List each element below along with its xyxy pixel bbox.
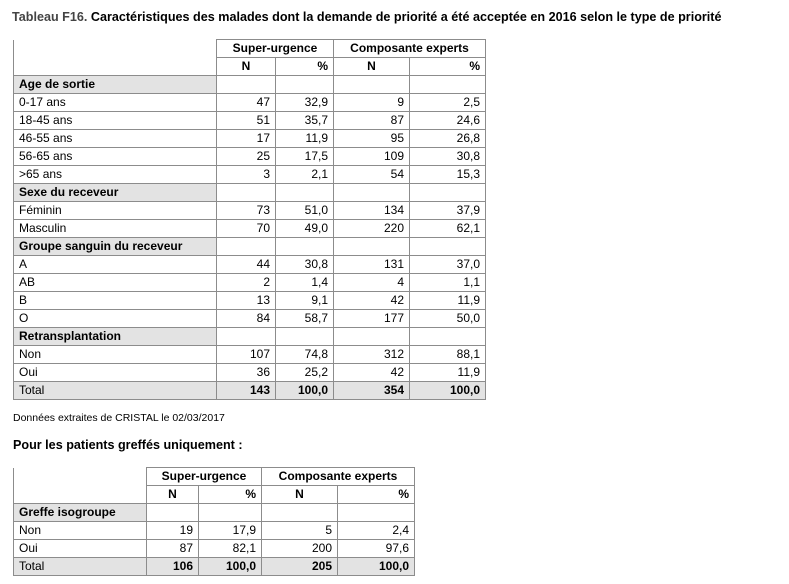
row-label: Féminin [14,202,217,220]
empty-cell-ce-n [334,238,410,256]
cell-su-n: 44 [217,256,276,274]
cell-su-n: 73 [217,202,276,220]
cell-ce-pct: 37,0 [410,256,486,274]
empty-cell-su-n [217,184,276,202]
section-label: Age de sortie [14,76,217,94]
cell-ce-n: 134 [334,202,410,220]
empty-cell-su-n [217,328,276,346]
empty-cell-ce-n [334,328,410,346]
section-label: Groupe sanguin du receveur [14,238,217,256]
table-row [14,310,486,328]
empty-cell-ce-n [262,504,338,522]
cell-su-pct: 25,2 [276,364,334,382]
empty-cell-ce-pct [410,238,486,256]
table-row [14,364,486,382]
table-row [14,112,486,130]
row-label: 56-65 ans [14,148,217,166]
priority-table [13,39,486,400]
cell-ce-pct: 2,4 [338,522,415,540]
grafted-table [13,467,415,576]
cell-ce-n: 95 [334,130,410,148]
cell-ce-n: 4 [334,274,410,292]
empty-cell-su-n [147,504,199,522]
empty-cell-ce-pct [338,504,415,522]
cell-su-pct: 32,9 [276,94,334,112]
subheader-ce-n: N [334,58,410,76]
cell-ce-n: 42 [334,292,410,310]
cell-su-n: 47 [217,94,276,112]
subheader-blank-cell [14,58,217,76]
cell-ce-pct: 37,9 [410,202,486,220]
title-prefix: Tableau F16. [12,10,88,24]
row-label: Oui [14,364,217,382]
empty-cell-ce-pct [410,184,486,202]
section-row [14,76,486,94]
header-blank-cell [14,40,217,58]
section-row [14,504,415,522]
cell-su-pct: 74,8 [276,346,334,364]
cell-ce-n: 87 [334,112,410,130]
table-row [14,540,415,558]
subheader-blank-cell [14,486,147,504]
header-row [14,468,415,486]
subheader-su-pct: % [276,58,334,76]
page-title [12,10,722,24]
cell-ce-pct: 11,9 [410,364,486,382]
cell-su-n: 106 [147,558,199,576]
cell-ce-pct: 62,1 [410,220,486,238]
empty-cell-su-pct [276,328,334,346]
header-composante-experts: Composante experts [262,468,415,486]
table-row [14,256,486,274]
cell-ce-n: 312 [334,346,410,364]
row-label: Total [14,382,217,400]
section-label: Retransplantation [14,328,217,346]
cell-ce-n: 5 [262,522,338,540]
cell-ce-pct: 24,6 [410,112,486,130]
cell-su-n: 143 [217,382,276,400]
section-label: Sexe du receveur [14,184,217,202]
empty-cell-su-n [217,76,276,94]
cell-su-n: 84 [217,310,276,328]
row-label: Total [14,558,147,576]
subheader-row [14,486,415,504]
table-row [14,94,486,112]
cell-su-n: 2 [217,274,276,292]
cell-ce-pct: 100,0 [410,382,486,400]
cell-ce-n: 177 [334,310,410,328]
empty-cell-su-pct [276,184,334,202]
empty-cell-su-pct [276,238,334,256]
cell-su-n: 3 [217,166,276,184]
title-text: Caractéristiques des malades dont la demande de priorité a été acceptée en 2016 selon le type de priorité [90,10,722,24]
subheader-row [14,58,486,76]
subheader-su-n: N [147,486,199,504]
subheader-ce-pct: % [410,58,486,76]
cell-ce-n: 9 [334,94,410,112]
cell-ce-pct: 1,1 [410,274,486,292]
cell-ce-n: 42 [334,364,410,382]
cell-su-n: 36 [217,364,276,382]
subheader-ce-pct: % [338,486,415,504]
cell-su-pct: 82,1 [199,540,262,558]
cell-ce-pct: 15,3 [410,166,486,184]
table-row [14,522,415,540]
row-label: 18-45 ans [14,112,217,130]
table-row [14,202,486,220]
cell-su-pct: 58,7 [276,310,334,328]
row-label: Non [14,346,217,364]
cell-su-pct: 17,9 [199,522,262,540]
cell-ce-n: 220 [334,220,410,238]
cell-ce-pct: 50,0 [410,310,486,328]
cell-su-pct: 100,0 [199,558,262,576]
table-row [14,166,486,184]
cell-su-n: 51 [217,112,276,130]
source-note: Données extraites de CRISTAL le 02/03/2017 [13,412,225,424]
subheader-su-pct: % [199,486,262,504]
table-row [14,130,486,148]
cell-ce-pct: 88,1 [410,346,486,364]
header-super-urgence: Super-urgence [147,468,262,486]
cell-su-pct: 51,0 [276,202,334,220]
empty-cell-su-pct [276,76,334,94]
cell-su-n: 17 [217,130,276,148]
cell-ce-n: 200 [262,540,338,558]
row-label: B [14,292,217,310]
section-row [14,238,486,256]
cell-ce-pct: 26,8 [410,130,486,148]
header-super-urgence: Super-urgence [217,40,334,58]
row-label: A [14,256,217,274]
row-label: Oui [14,540,147,558]
subheader-su-n: N [217,58,276,76]
cell-ce-n: 54 [334,166,410,184]
grafted-subtitle: Pour les patients greffés uniquement : [13,438,243,452]
cell-su-pct: 35,7 [276,112,334,130]
header-row [14,40,486,58]
cell-su-pct: 1,4 [276,274,334,292]
total-row [14,558,415,576]
empty-cell-ce-n [334,76,410,94]
section-label: Greffe isogroupe [14,504,147,522]
subheader-ce-n: N [262,486,338,504]
cell-ce-pct: 2,5 [410,94,486,112]
empty-cell-su-pct [199,504,262,522]
table-row [14,274,486,292]
row-label: Masculin [14,220,217,238]
row-label: 46-55 ans [14,130,217,148]
row-label: >65 ans [14,166,217,184]
cell-ce-pct: 100,0 [338,558,415,576]
empty-cell-ce-pct [410,328,486,346]
empty-cell-ce-n [334,184,410,202]
cell-ce-n: 205 [262,558,338,576]
cell-su-pct: 49,0 [276,220,334,238]
row-label: Non [14,522,147,540]
table-row [14,292,486,310]
table-row [14,346,486,364]
cell-su-pct: 9,1 [276,292,334,310]
cell-ce-pct: 30,8 [410,148,486,166]
empty-cell-su-n [217,238,276,256]
total-row [14,382,486,400]
empty-cell-ce-pct [410,76,486,94]
row-label: 0-17 ans [14,94,217,112]
cell-ce-n: 354 [334,382,410,400]
cell-su-pct: 2,1 [276,166,334,184]
cell-su-pct: 100,0 [276,382,334,400]
row-label: AB [14,274,217,292]
cell-su-n: 107 [217,346,276,364]
cell-su-n: 13 [217,292,276,310]
cell-su-n: 19 [147,522,199,540]
cell-ce-pct: 11,9 [410,292,486,310]
table-row [14,148,486,166]
cell-ce-n: 131 [334,256,410,274]
section-row [14,184,486,202]
cell-ce-n: 109 [334,148,410,166]
row-label: O [14,310,217,328]
header-composante-experts: Composante experts [334,40,486,58]
header-blank-cell [14,468,147,486]
cell-su-n: 87 [147,540,199,558]
cell-su-pct: 17,5 [276,148,334,166]
cell-su-n: 70 [217,220,276,238]
cell-su-n: 25 [217,148,276,166]
cell-su-pct: 11,9 [276,130,334,148]
cell-ce-pct: 97,6 [338,540,415,558]
cell-su-pct: 30,8 [276,256,334,274]
table-row [14,220,486,238]
section-row [14,328,486,346]
